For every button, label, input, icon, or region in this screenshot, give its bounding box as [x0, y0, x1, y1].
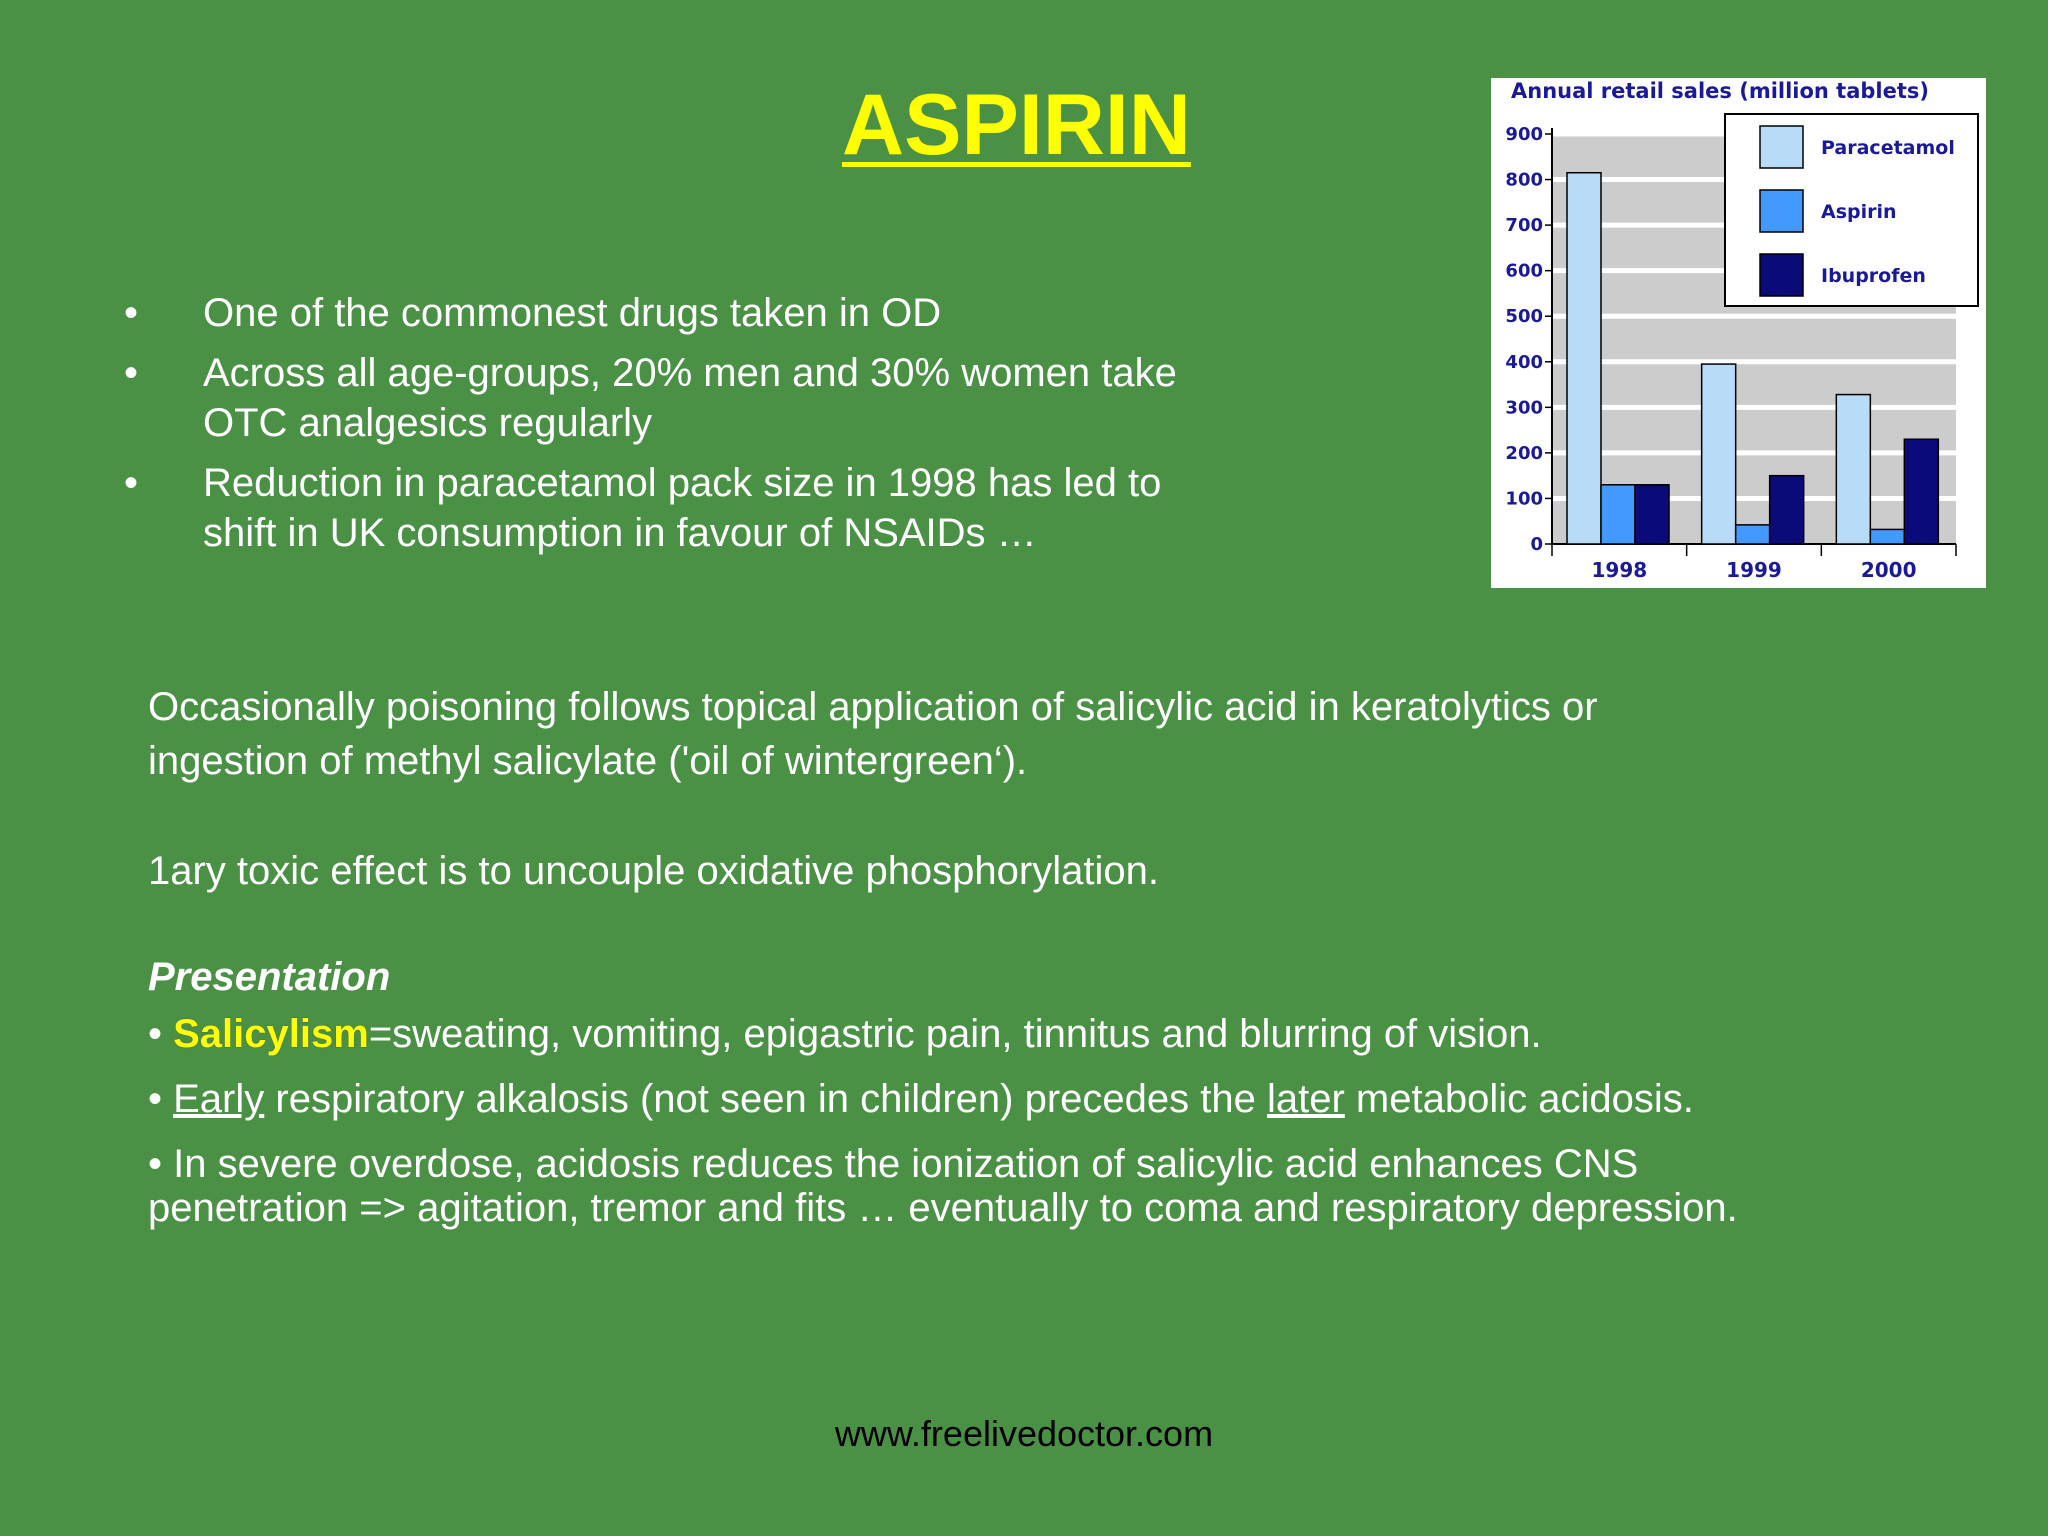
later-underlined: later	[1266, 1077, 1345, 1121]
bar-aspirin	[1601, 485, 1635, 544]
y-tick-label: 500	[1505, 306, 1543, 328]
poisoning-paragraph	[148, 680, 1998, 788]
y-tick-label: 700	[1505, 215, 1543, 237]
early-underlined: Early	[173, 1077, 265, 1121]
bar-ibuprofen	[1635, 485, 1669, 544]
line-text: • In severe overdose, acidosis reduces the ionization of salicylic acid enhances CNS	[148, 1142, 1639, 1186]
line-text: penetration => agitation, tremor and fits … eventually to coma and respiratory depression.	[148, 1186, 1738, 1230]
bullet-text: OTC analgesics regularly	[203, 401, 653, 445]
presentation-heading: Presentation	[148, 955, 391, 999]
bar-paracetamol	[1567, 173, 1601, 544]
line-text: =sweating, vomiting, epigastric pain, tinnitus and blurring of vision.	[368, 1012, 1542, 1056]
legend-label: Ibuprofen	[1821, 265, 1926, 287]
y-tick-label: 200	[1505, 442, 1543, 464]
bullet-text: shift in UK consumption in favour of NSAIDs …	[203, 511, 1037, 555]
bullet-symbol: •	[124, 351, 139, 395]
sales-chart-svg	[1491, 78, 1986, 588]
x-tick-label: 1999	[1726, 558, 1782, 582]
paragraph-line: Occasionally poisoning follows topical application of salicylic acid in keratolytics or	[148, 685, 1598, 729]
y-tick-label: 100	[1505, 488, 1543, 510]
bullet-list	[124, 288, 1354, 568]
bar-aspirin	[1870, 529, 1904, 544]
legend-swatch-paracetamol	[1760, 126, 1803, 168]
legend-label: Aspirin	[1821, 201, 1897, 223]
bar-ibuprofen	[1904, 439, 1938, 544]
bar-aspirin	[1736, 525, 1770, 544]
x-tick-label: 1998	[1591, 558, 1648, 582]
footer-url: www.freelivedoctor.com	[834, 1413, 1214, 1454]
legend-swatch-aspirin	[1760, 190, 1803, 232]
line-bullet: •	[148, 1012, 174, 1056]
bar-ibuprofen	[1770, 476, 1804, 544]
y-tick-label: 800	[1505, 169, 1543, 191]
y-tick-label: 600	[1505, 260, 1543, 282]
paragraph-line: ingestion of methyl salicylate ('oil of wintergreen‘).	[148, 739, 1028, 783]
y-tick-label: 900	[1505, 124, 1543, 145]
line-bullet: •	[148, 1077, 174, 1121]
line-text: respiratory alkalosis (not seen in children) precedes the	[264, 1077, 1267, 1121]
bullet-text: Reduction in paracetamol pack size in 1998 has led to	[203, 461, 1162, 505]
y-tick-label: 300	[1505, 397, 1543, 419]
x-tick-label: 2000	[1860, 558, 1917, 582]
bar-paracetamol	[1702, 364, 1736, 544]
bullet-symbol: •	[124, 461, 139, 505]
presentation-line-alkalosis	[148, 1077, 2008, 1121]
y-tick-label: 400	[1505, 351, 1543, 373]
bullet-text: Across all age-groups, 20% men and 30% women take	[203, 351, 1177, 395]
bullet-item	[124, 348, 1354, 448]
bullet-item	[124, 288, 1354, 338]
bullet-item	[124, 458, 1354, 558]
toxic-effect-paragraph: 1ary toxic effect is to uncouple oxidative phosphorylation.	[148, 849, 1159, 893]
presentation-line-salicylism	[148, 1012, 2008, 1056]
legend-label: Paracetamol	[1821, 137, 1955, 159]
bullet-text: One of the commonest drugs taken in OD	[203, 291, 942, 335]
chart-title: Annual retail sales (million tablets)	[1511, 79, 1930, 103]
bullet-symbol: •	[124, 291, 139, 335]
slide-title: ASPIRIN	[842, 77, 1191, 173]
sales-chart	[1491, 78, 1986, 588]
salicylism-highlight: Salicylism	[173, 1012, 369, 1056]
y-tick-label: 0	[1530, 534, 1543, 555]
legend-swatch-ibuprofen	[1760, 254, 1803, 296]
line-text: metabolic acidosis.	[1344, 1077, 1694, 1121]
presentation-line-overdose	[148, 1142, 2008, 1230]
bar-paracetamol	[1836, 395, 1870, 544]
